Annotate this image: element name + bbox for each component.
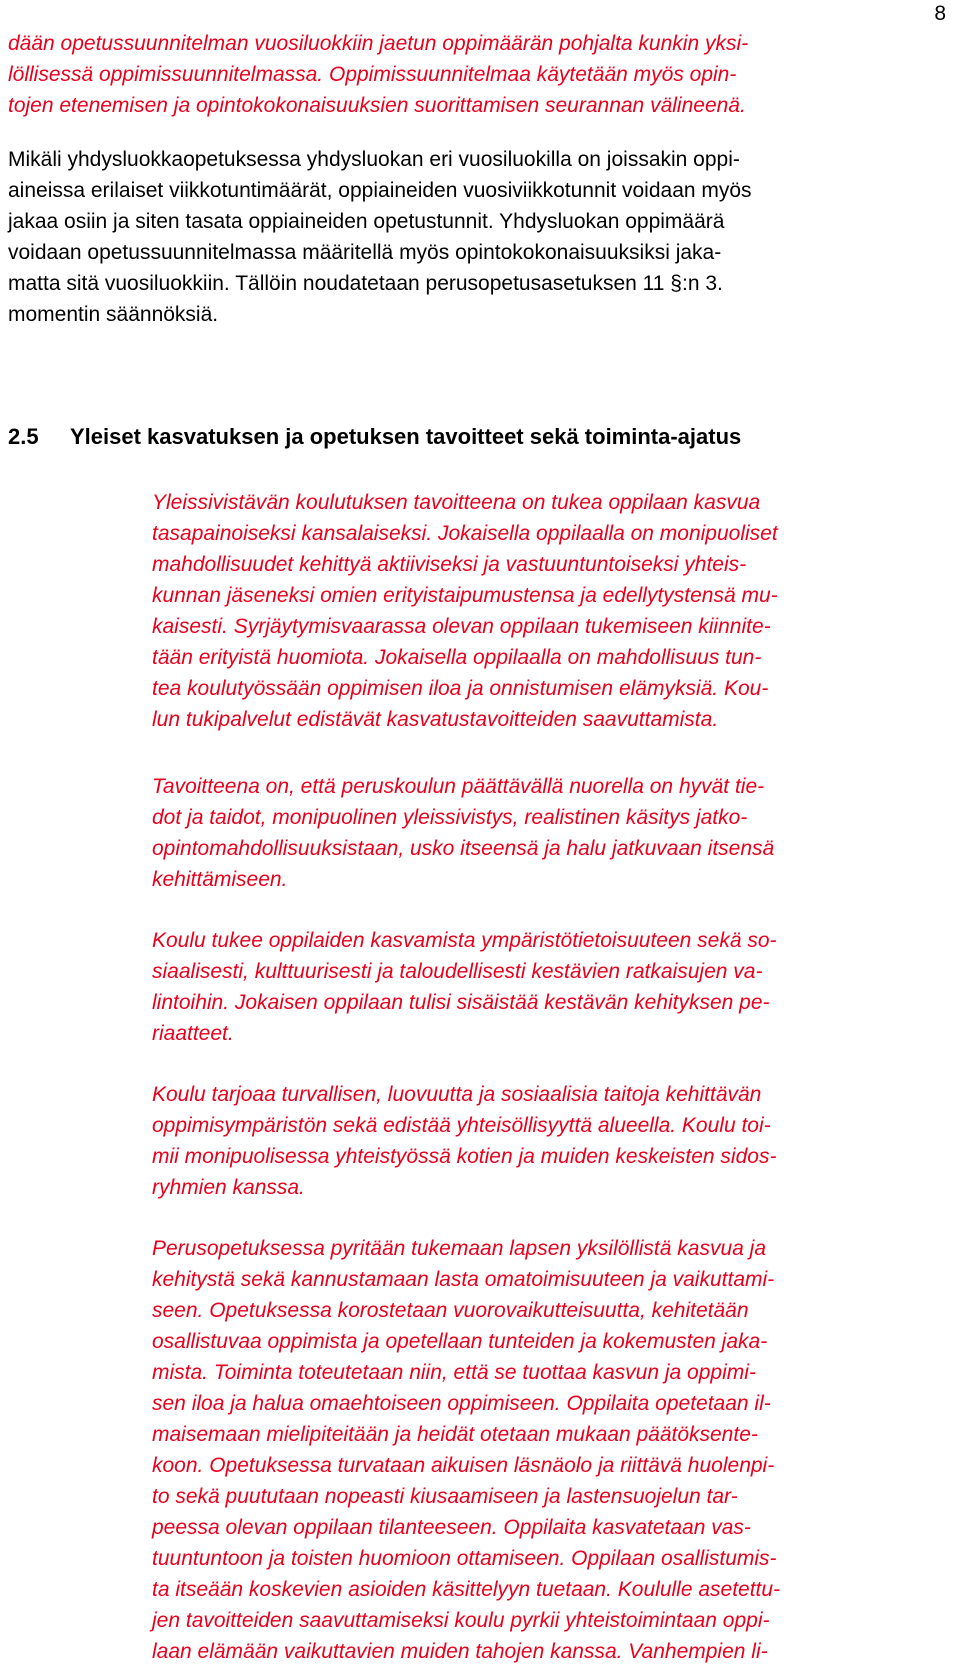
text-line: matta sitä vuosiluokkiin. Tällöin noudatetaan perusopetusasetuksen 11 §:n 3. xyxy=(8,272,723,295)
text-line: kunnan jäseneksi omien erityistaipumustensa ja edellytystensä mu- xyxy=(152,584,778,607)
text-line: Tavoitteena on, että peruskoulun päättävällä nuorella on hyvät tie- xyxy=(152,775,765,798)
text-line: jakaa osiin ja siten tasata oppiaineiden opetustunnit. Yhdysluokan oppimäärä xyxy=(8,210,725,233)
page-number: 8 xyxy=(934,2,946,25)
text-line: siaalisesti, kulttuurisesti ja taloudellisesti kestävien ratkaisujen va- xyxy=(152,960,763,983)
text-line: kaisesti. Syrjäytymisvaarassa olevan oppilaan tukemiseen kiinnite- xyxy=(152,615,771,638)
text-line: dot ja taidot, monipuolinen yleissivistys, realistinen käsitys jatko- xyxy=(152,806,748,829)
text-line: ta itseään koskevien asioiden käsittelyyn tuetaan. Koululle asetettu- xyxy=(152,1578,781,1601)
goals-paragraph-4 xyxy=(152,1079,776,1203)
text-line: dään opetussuunnitelman vuosiluokkiin jaetun oppimäärän pohjalta kunkin yksi- xyxy=(8,32,749,55)
text-line: kehitystä sekä kannustamaan lasta omatoimisuuteen ja vaikuttami- xyxy=(152,1268,775,1291)
goals-paragraph-5 xyxy=(152,1233,780,1667)
text-line: Yleissivistävän koulutuksen tavoitteena on tukea oppilaan kasvua xyxy=(152,491,761,514)
text-line: mahdollisuudet kehittyä aktiiviseksi ja vastuuntuntoiseksi yhteis- xyxy=(152,553,747,576)
text-line: seen. Opetuksessa korostetaan vuorovaikutteisuutta, kehitetään xyxy=(152,1299,749,1322)
text-line: kehittämiseen. xyxy=(152,868,288,891)
text-line: sen iloa ja halua omaehtoiseen oppimiseen. Oppilaita opetetaan il- xyxy=(152,1392,771,1415)
text-line: tasapainoiseksi kansalaiseksi. Jokaisella oppilaalla on monipuoliset xyxy=(152,522,778,545)
text-line: to sekä puututaan nopeasti kiusaamiseen ja lastensuojelun tar- xyxy=(152,1485,738,1508)
text-line: mista. Toiminta toteutetaan niin, että se tuottaa kasvun ja oppimi- xyxy=(152,1361,756,1384)
text-line: tea koulutyössään oppimisen iloa ja onnistumisen elämyksiä. Kou- xyxy=(152,677,769,700)
text-line: voidaan opetussuunnitelmassa määritellä myös opintokokonaisuuksiksi jaka- xyxy=(8,241,722,264)
text-line: Mikäli yhdysluokkaopetuksessa yhdysluokan eri vuosiluokilla on joissakin oppi- xyxy=(8,148,740,171)
text-line: maisemaan mielipiteitään ja heidät otetaan mukaan päätöksente- xyxy=(152,1423,758,1446)
text-line: Koulu tarjoaa turvallisen, luovuutta ja sosiaalisia taitoja kehittävän xyxy=(152,1083,762,1106)
section-heading xyxy=(8,424,741,450)
text-line: opintomahdollisuuksistaan, usko itseensä ja halu jatkuvaan itsensä xyxy=(152,837,775,860)
text-line: laan elämään vaikuttavien muiden tahojen kanssa. Vanhempien li- xyxy=(152,1640,768,1663)
text-line: osallistuvaa oppimista ja opetellaan tunteiden ja kokemusten jaka- xyxy=(152,1330,768,1353)
text-line: tojen etenemisen ja opintokokonaisuuksien suorittamisen seurannan välineenä. xyxy=(8,94,746,117)
text-line: riaatteet. xyxy=(152,1022,234,1045)
text-line: Koulu tukee oppilaiden kasvamista ympäristötietoisuuteen sekä so- xyxy=(152,929,777,952)
text-line: ryhmien kanssa. xyxy=(152,1176,305,1199)
text-line: lintoihin. Jokaisen oppilaan tulisi sisäistää kestävän kehityksen pe- xyxy=(152,991,770,1014)
goals-paragraph-1 xyxy=(152,487,778,735)
text-line: mii monipuolisessa yhteistyössä kotien ja muiden keskeisten sidos- xyxy=(152,1145,777,1168)
text-line: lun tukipalvelut edistävät kasvatustavoitteiden saavuttamista. xyxy=(152,708,719,731)
text-line: tuuntuntoon ja toisten huomioon ottamiseen. Oppilaan osallistumis- xyxy=(152,1547,777,1570)
text-line: momentin säännöksiä. xyxy=(8,303,219,326)
text-line: aineissa erilaiset viikkotuntimäärät, oppiaineiden vuosiviikkotunnit voidaan myös xyxy=(8,179,752,202)
text-line: tään erityistä huomiota. Jokaisella oppilaalla on mahdollisuus tun- xyxy=(152,646,762,669)
goals-paragraph-2 xyxy=(152,771,774,895)
text-line: jen tavoitteiden saavuttamiseksi koulu pyrkii yhteistoimintaan oppi- xyxy=(152,1609,770,1632)
yhdysluokka-paragraph xyxy=(8,144,752,330)
goals-paragraph-3 xyxy=(152,925,777,1049)
text-line: Perusopetuksessa pyritään tukemaan lapsen yksilöllistä kasvua ja xyxy=(152,1237,766,1260)
text-line: koon. Opetuksessa turvataan aikuisen läsnäolo ja riittävä huolenpi- xyxy=(152,1454,775,1477)
section-title: Yleiset kasvatuksen ja opetuksen tavoitteet sekä toiminta-ajatus xyxy=(70,424,742,449)
text-line: oppimisympäristön sekä edistää yhteisöllisyyttä alueella. Koulu toi- xyxy=(152,1114,771,1137)
intro-paragraph xyxy=(8,28,748,121)
section-number: 2.5 xyxy=(8,424,39,449)
text-line: peessa olevan oppilaan tilanteeseen. Oppilaita kasvatetaan vas- xyxy=(152,1516,751,1539)
text-line: löllisessä oppimissuunnitelmassa. Oppimissuunnitelmaa käytetään myös opin- xyxy=(8,63,737,86)
